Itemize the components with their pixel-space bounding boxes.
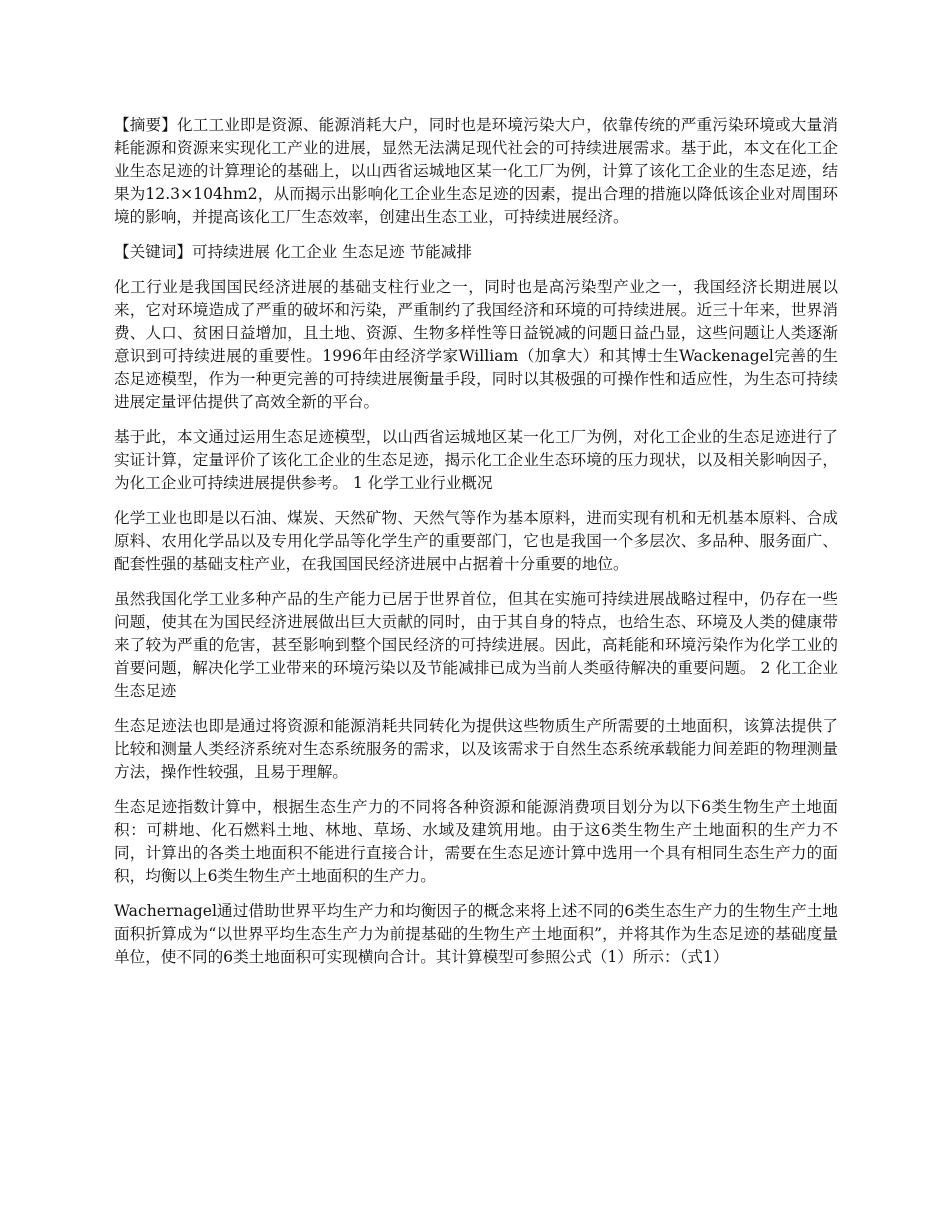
equivalence-paragraph: Wachernagel通过借助世界平均生产力和均衡因子的概念来将上述不同的6类生态生产力的生物生产土地面积折算成为“以世界平均生态生产力为前提基础的生物生产土地面积”，并将其作为生态足迹的基础度量单位，使不同的6类土地面积可实现横向合计。其计算模型可参照公式（1）所示：（式1） (114, 902, 838, 966)
abstract-paragraph: 【摘要】化工工业即是资源、能源消耗大户，同时也是环境污染大户，依靠传统的严重污染环境或大量消耗能源和资源来实现化工产业的进展，显然无法满足现代社会的可持续进展需求。基于此，本文在化工企业生态足迹的计算理论的基础上，以山西省运城地区某一化工厂为例，计算了该化工企业的生态足迹，结果为12.3×104hm2，从而揭示出影响化工企业生态足迹的因素，提出合理的措施以降低该企业对周围环境的影响，并提高该化工厂生态效率，创建出生态工业，可持续进展经济。 (114, 116, 838, 226)
document-body (114, 114, 838, 981)
industry-overview-paragraph: 化学工业也即是以石油、煤炭、天然矿物、天然气等作为基本原料，进而实现有机和无机基本原料、合成原料、农用化学品以及专用化学品等化学生产的重要部门，它也是我国一个多层次、多品种、服务面广、配套性强的基础支柱产业，在我国国民经济进展中占据着十分重要的地位。 (114, 509, 838, 573)
land-categories-paragraph: 生态足迹指数计算中，根据生态生产力的不同将各种资源和能源消费项目划分为以下6类生物生产土地面积：可耕地、化石燃料土地、林地、草场、水域及建筑用地。由于这6类生物生产土地面积的生产力不同，计算出的各类土地面积不能进行直接合计，需要在生态足迹计算中选用一个具有相同生态生产力的面积，均衡以上6类生物生产土地面积的生产力。 (114, 798, 838, 885)
footprint-method-paragraph: 生态足迹法也即是通过将资源和能源消耗共同转化为提供这些物质生产所需要的土地面积，该算法提供了比较和测量人类经济系统对生态系统服务的需求，以及该需求于自然生态系统承载能力间差距的物理测量方法，操作性较强，且易于理解。 (114, 717, 838, 781)
industry-problems-paragraph: 虽然我国化学工业多种产品的生产能力已居于世界首位，但其在实施可持续进展战略过程中，仍存在一些问题，使其在为国民经济进展做出巨大贡献的同时，由于其自身的特点，也给生态、环境及人类的健康带来了较为严重的危害，甚至影响到整个国民经济的可持续进展。因此，高耗能和环境污染作为化学工业的首要问题，解决化学工业带来的环境污染以及节能减排已成为当前人类亟待解决的重要问题。 2 化工企业生态足迹 (114, 590, 838, 700)
keywords-paragraph: 【关键词】可持续进展 化工企业 生态足迹 节能减排 (114, 243, 472, 261)
intro-paragraph: 化工行业是我国国民经济进展的基础支柱行业之一，同时也是高污染型产业之一，我国经济长期进展以来，它对环境造成了严重的破坏和污染，严重制约了我国经济和环境的可持续进展。近三十年来，世界消费、人口、贫困日益增加，且土地、资源、生物多样性等日益锐减的问题日益凸显，这些问题让人类逐渐意识到可持续进展的重要性。1996年由经济学家William（加拿大）和其博士生Wackenagel完善的生态足迹模型，作为一种更完善的可持续进展衡量手段，同时以其极强的可操作性和适应性，为生态可持续进展定量评估提供了高效全新的平台。 (114, 278, 838, 411)
purpose-paragraph: 基于此，本文通过运用生态足迹模型，以山西省运城地区某一化工厂为例，对化工企业的生态足迹进行了实证计算，定量评价了该化工企业的生态足迹，揭示化工企业生态环境的压力现状，以及相关影响因子，为化工企业可持续进展提供参考。 1 化学工业行业概况 (114, 428, 838, 492)
